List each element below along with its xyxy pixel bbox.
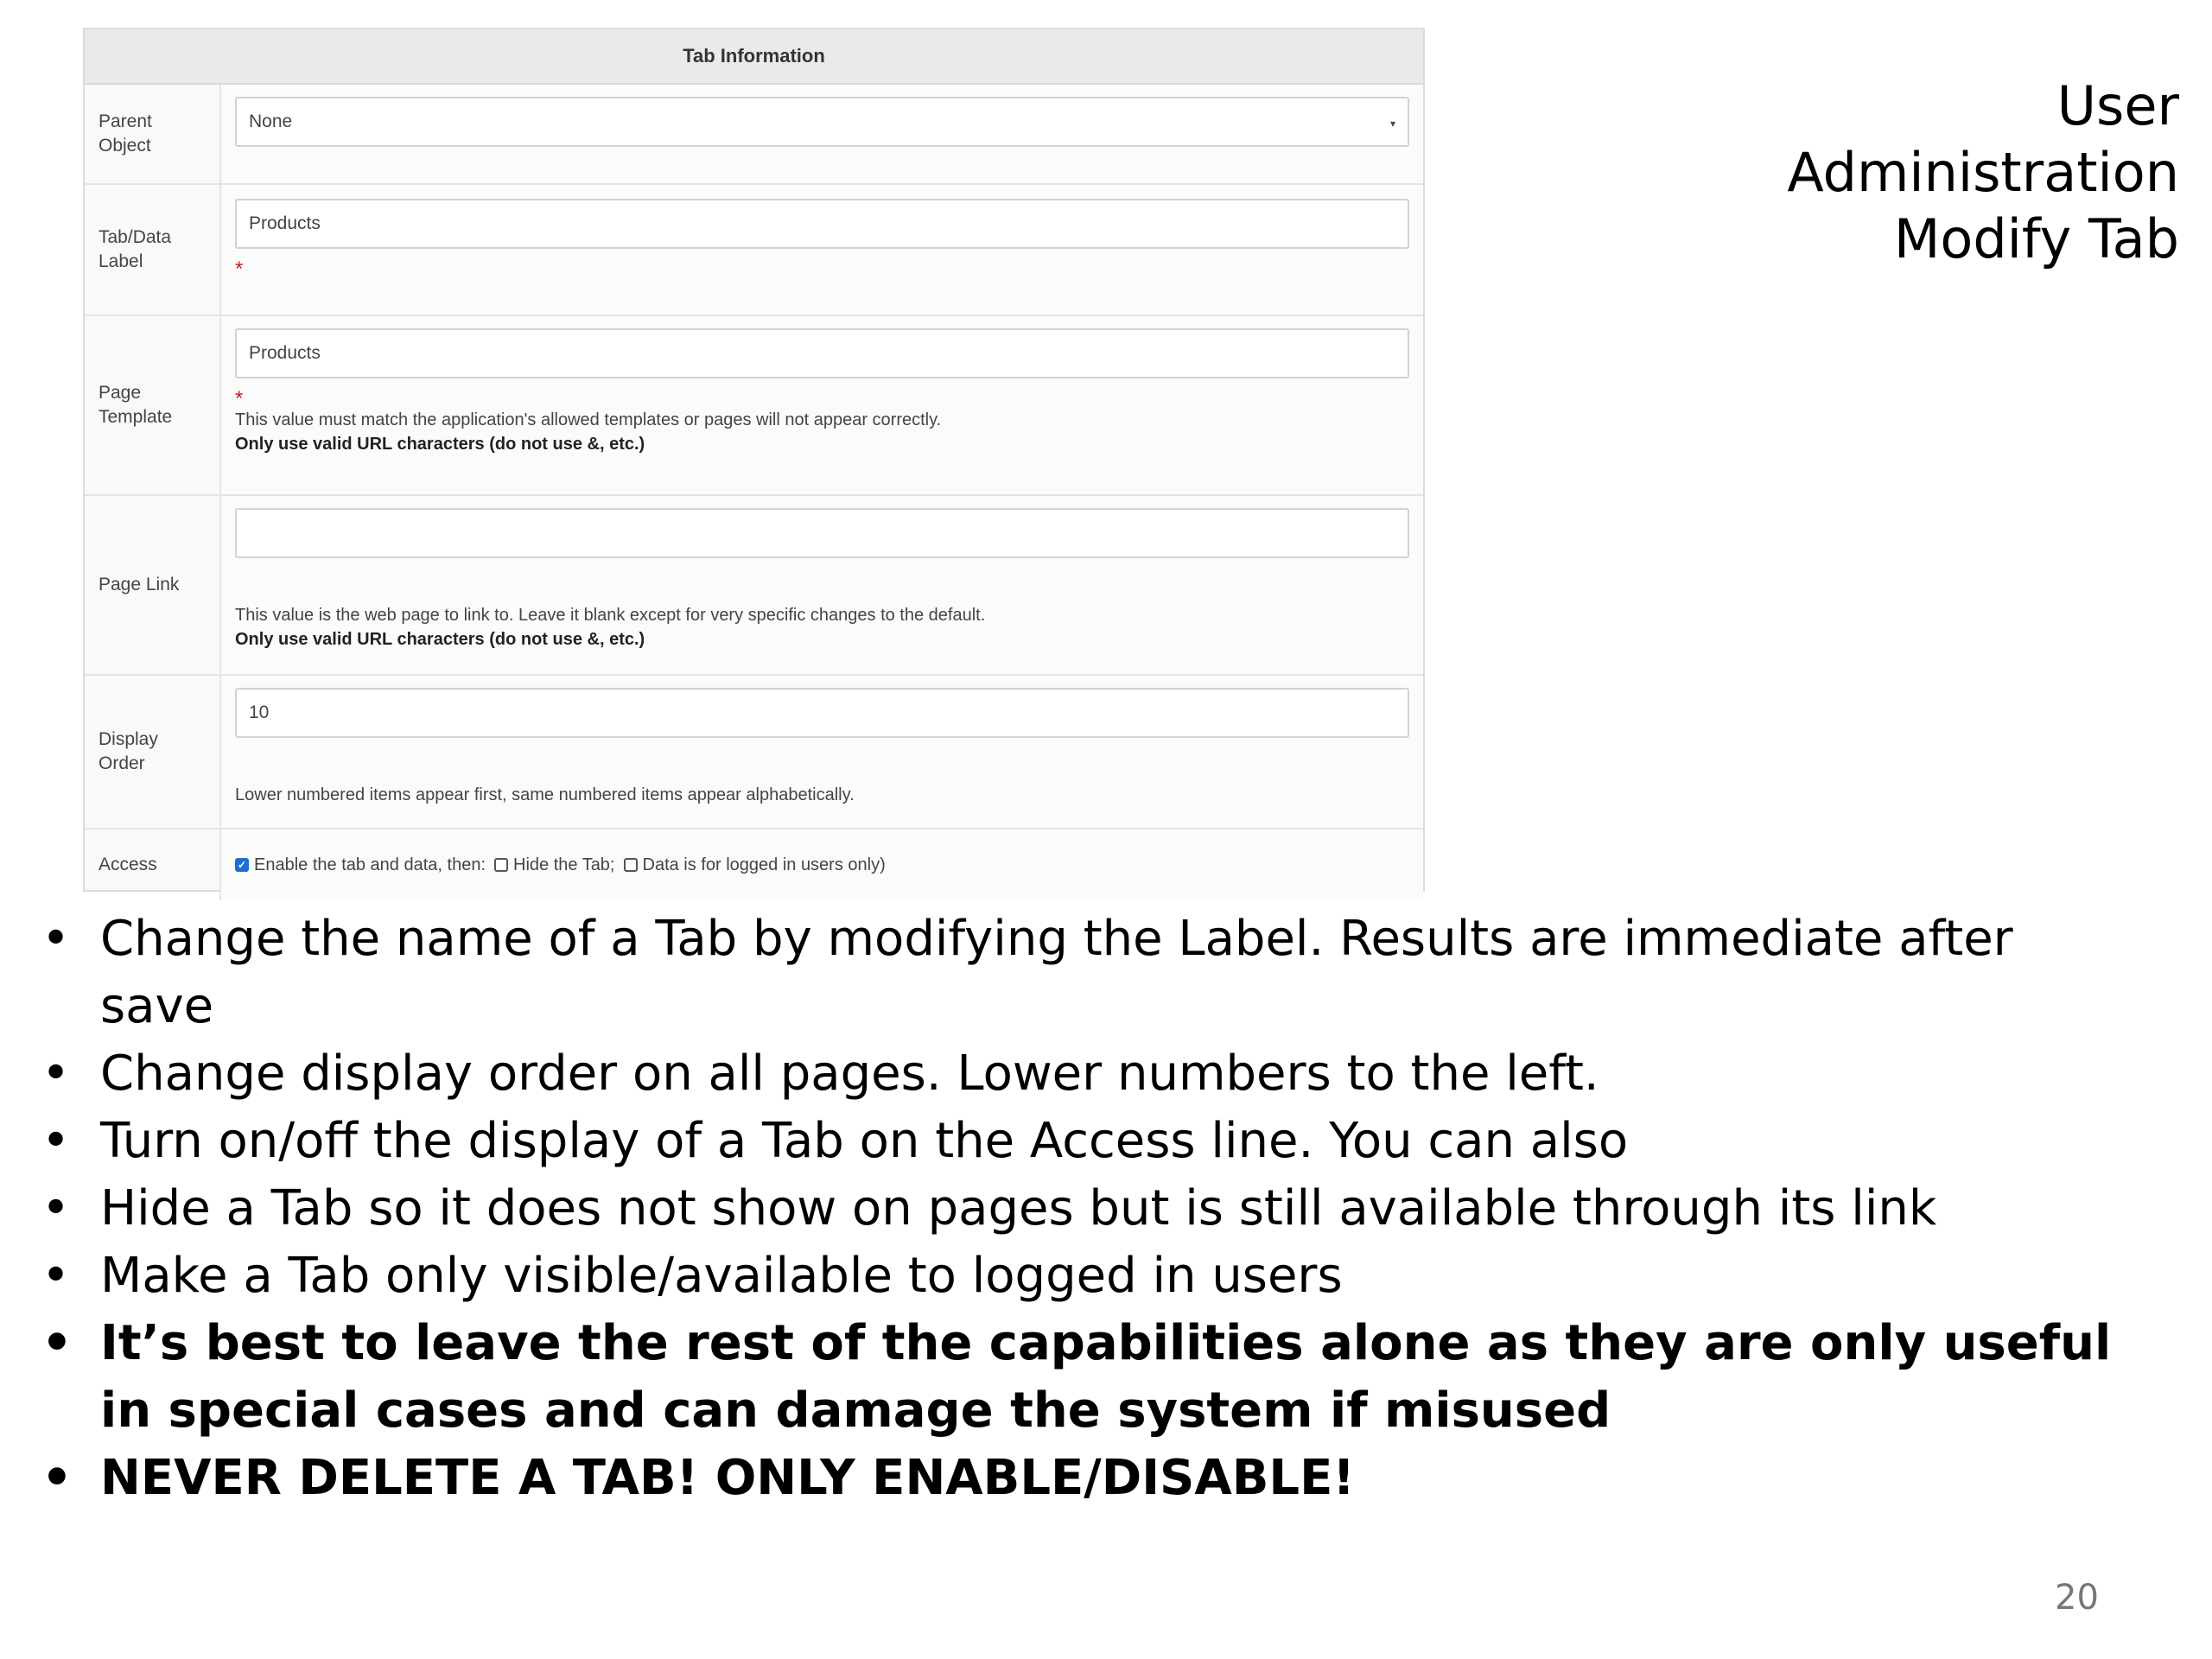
slide-title-line-3: Modify Tab	[1893, 207, 2179, 270]
page-link-row	[85, 496, 1423, 676]
display-order-label	[85, 676, 221, 828]
tab-data-label-label	[85, 185, 221, 315]
page-template-help-strong: Only use valid URL characters (do not use &, etc.)	[235, 435, 645, 454]
page-number: 20	[2055, 1578, 2099, 1618]
page-link-input[interactable]	[235, 508, 1409, 558]
required-marker: *	[235, 387, 244, 410]
page-link-help: This value is the web page to link to. Leave it blank except for very specific changes to the default.	[235, 606, 986, 625]
hide-tab-text: Hide the Tab;	[513, 855, 615, 874]
bullet-list	[41, 906, 2133, 1512]
page-link-label: Page Link	[85, 496, 221, 674]
tab-data-label-input[interactable]	[235, 199, 1409, 249]
bullet-item: • Make a Tab only visible/available to logged in users	[41, 1243, 2133, 1310]
page-template-field	[221, 316, 1423, 494]
required-marker: *	[235, 257, 244, 281]
bullet-item: • Change the name of a Tab by modifying the Label. Results are immediate after save	[41, 906, 2133, 1040]
display-order-input[interactable]	[235, 688, 1409, 738]
page-template-label-line-1: Page	[99, 383, 142, 403]
page-template-label	[85, 316, 221, 494]
parent-object-row	[85, 85, 1423, 185]
access-field	[221, 830, 1423, 900]
tab-data-label-line-1: Tab/Data	[99, 227, 172, 247]
form-header: Tab Information	[85, 29, 1423, 85]
page-template-input[interactable]	[235, 328, 1409, 378]
bullet-item: • Turn on/off the display of a Tab on the Access line. You can also	[41, 1108, 2133, 1175]
tab-data-label-value: Products	[249, 213, 321, 233]
display-order-help: Lower numbered items appear first, same numbered items appear alphabetically.	[235, 785, 855, 804]
logged-in-only-checkbox[interactable]	[624, 858, 638, 872]
display-order-label-line-2: Order	[99, 753, 145, 773]
page-template-value: Products	[249, 343, 321, 363]
display-order-label-line-1: Display	[99, 729, 158, 749]
enable-tab-text: Enable the tab and data, then:	[254, 855, 486, 874]
slide-title-line-2: Administration	[1787, 141, 2179, 204]
parent-object-label-line-1: Parent	[99, 111, 152, 131]
tab-information-form	[83, 28, 1425, 892]
enable-tab-checkbox[interactable]	[235, 858, 249, 872]
hide-tab-checkbox[interactable]	[494, 858, 508, 872]
page-template-row	[85, 316, 1423, 496]
page-template-help: This value must match the application's allowed templates or pages will not appear correctly.	[235, 410, 942, 429]
page-link-help-strong: Only use valid URL characters (do not use &, etc.)	[235, 630, 645, 649]
tab-data-label-field	[221, 185, 1423, 315]
access-row	[85, 830, 1423, 900]
display-order-row	[85, 676, 1423, 830]
parent-object-field	[221, 85, 1423, 183]
logged-in-only-text: Data is for logged in users only)	[642, 855, 886, 874]
bullet-item: • Change display order on all pages. Lower numbers to the left.	[41, 1040, 2133, 1108]
parent-object-value: None	[249, 111, 293, 131]
tab-data-label-line-2: Label	[99, 251, 143, 271]
tab-data-label-row	[85, 185, 1423, 316]
parent-object-label	[85, 85, 221, 183]
parent-object-select[interactable]	[235, 97, 1409, 147]
parent-object-label-line-2: Object	[99, 136, 151, 156]
page-template-label-line-2: Template	[99, 407, 173, 427]
display-order-field	[221, 676, 1423, 828]
access-label: Access	[85, 830, 221, 900]
chevron-down-icon: ▾	[1389, 118, 1395, 130]
bullet-item: • Hide a Tab so it does not show on pages but is still available through its link	[41, 1175, 2133, 1243]
bullet-item-never-delete: • NEVER DELETE A TAB! ONLY ENABLE/DISABLE!	[41, 1445, 2133, 1512]
page-link-field	[221, 496, 1423, 674]
slide-title-line-1: User	[2056, 74, 2179, 137]
slide-title	[1787, 73, 2179, 272]
bullet-item-warning: • It’s best to leave the rest of the capabilities alone as they are only useful in special cases and can damage the system if misused	[41, 1310, 2133, 1445]
display-order-value: 10	[249, 702, 270, 722]
